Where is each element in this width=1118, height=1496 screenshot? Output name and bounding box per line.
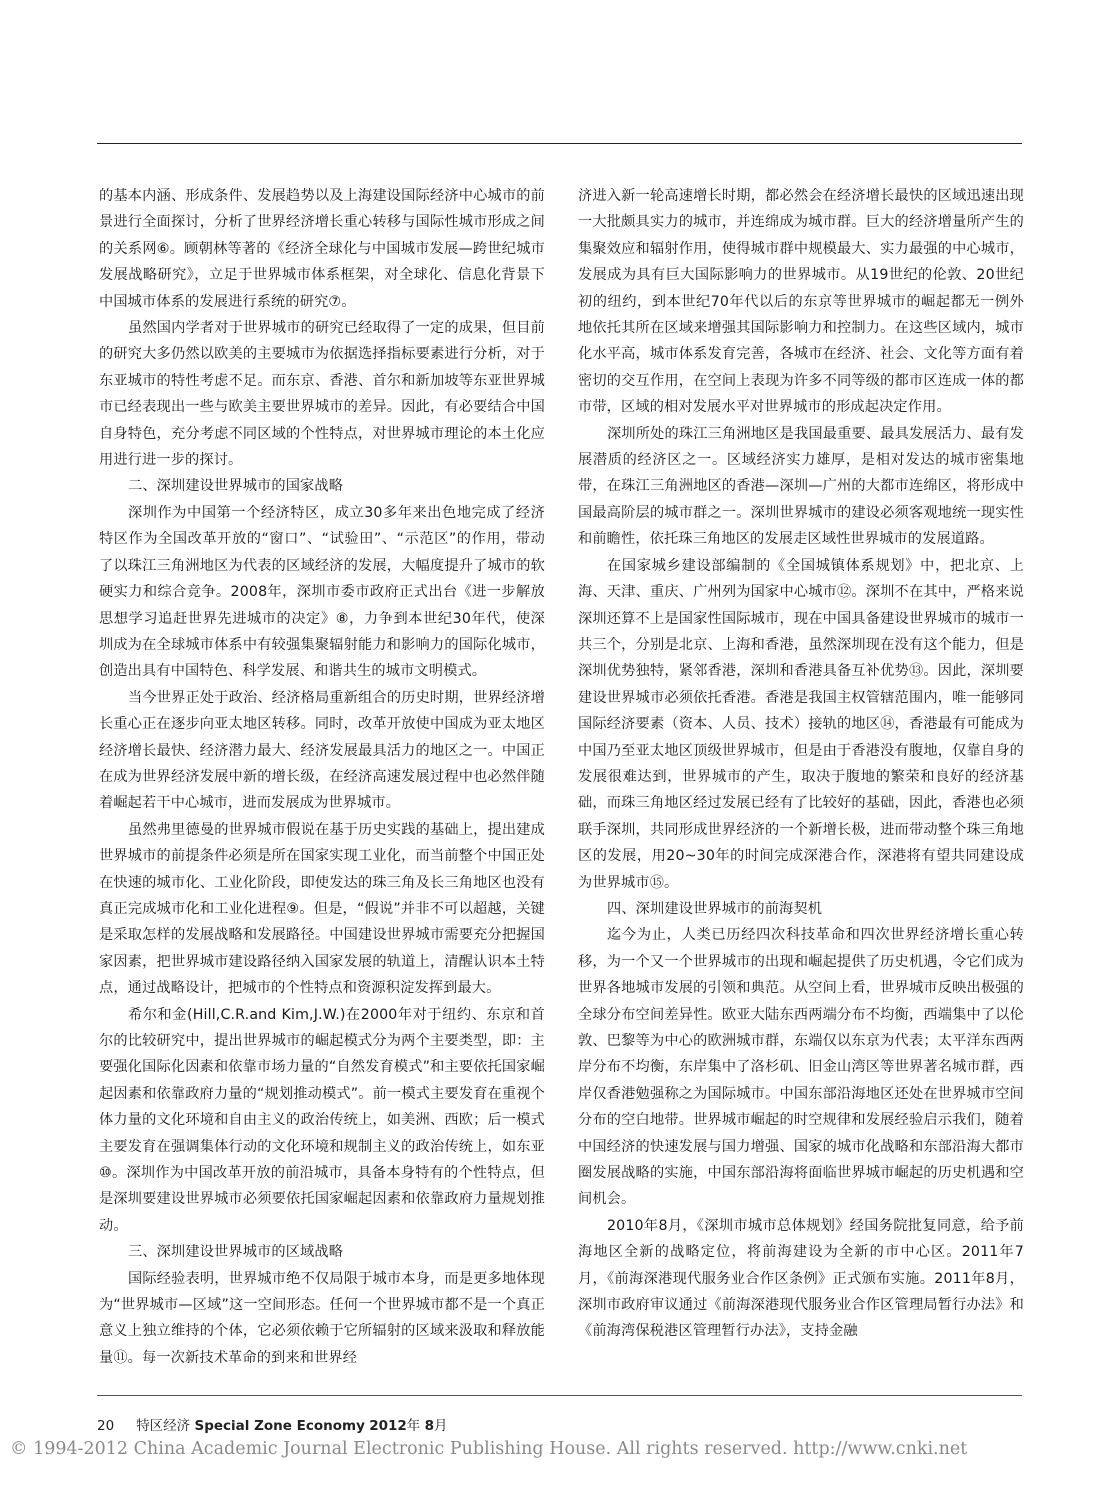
issue-year: 2012 [369,1418,407,1434]
issue-month-unit: 月 [433,1418,448,1434]
page-footer [97,1414,447,1434]
paragraph: 2010年8月，《深圳市城市总体规划》经国务院批复同意，给予前海地区全新的战略定位，将前海建设为全新的市中心区。2011年7月，《前海深港现代服务业合作区条例》正式颁布实施。2011年8月，深圳市政府审议通过《前海深港现代服务业合作区管理局暂行办法》和《前海湾保税港区管理暂行办法》，支持金融 [578,1217,1024,1340]
section-heading: 三、深圳建设世界城市的区域战略 [128,1244,344,1261]
journal-name-cn: 特区经济 [136,1418,191,1434]
journal-name-en: Special Zone Economy [194,1418,365,1434]
paragraph: 国际经验表明，世界城市绝不仅局限于城市本身，而是更多地体现为“世界城市—区域”这一空间形态。任何一个世界城市都不是一个真正意义上独立维持的个体，它必须依赖于它所辐射的区域来汲取和释放能量⑪。每一次新技术革命的到来和世界经 [99,1270,545,1366]
left-column [99,183,545,1371]
paragraph: 虽然弗里德曼的世界城市假说在基于历史实践的基础上，提出建成世界城市的前提条件必须是所在国家实现工业化，而当前整个中国正处在快速的城市化、工业化阶段，即使发达的珠三角及长三角地区也没有真正完成城市化和工业化进程⑨。但是，“假说”并非不可以超越，关键是采取怎样的发展战略和发展路径。中国建设世界城市需要充分把握国家因素，把世界城市建设路径纳入国家发展的轨道上，清醒认识本土特点，通过战略设计，把城市的个性特点和资源积淀发挥到最大。 [99,821,545,997]
section-heading: 四、深圳建设世界城市的前海契机 [607,900,823,917]
paragraph: 深圳作为中国第一个经济特区，成立30多年来出色地完成了经济特区作为全国改革开放的“窗口”、“试验田”、“示范区”的作用，带动了以珠江三角洲地区为代表的区域经济的发展，大幅度提升了城市的软硬实力和综合竞争。2008年，深圳市委市政府正式出台《进一步解放思想学习追赶世界先进城市的决定》⑧，力争到本世纪30年代，使深圳成为在全球城市体系中有较强集聚辐射能力和影响力的国际化城市，创造出具有中国特色、科学发展、和谐共生的城市文明模式。 [99,504,545,680]
issue-year-unit: 年 [406,1418,421,1434]
page-number: 20 [97,1418,115,1434]
right-column [578,183,1024,1345]
copyright-notice: © 1994-2012 China Academic Journal Electronic Publishing House. All rights reserved. http://www.cnki.net [10,1439,968,1459]
paragraph: 在国家城乡建设部编制的《全国城镇体系规划》中，把北京、上海、天津、重庆、广州列为国家中心城市⑫。深圳不在其中，严格来说深圳还算不上是国家性国际城市，现在中国具备建设世界城市的城市一共三个，分别是北京、上海和香港，虽然深圳现在没有这个能力，但是深圳优势独特，紧邻香港，深圳和香港具备互补优势⑬。因此，深圳要建设世界城市必须依托香港。香港是我国主权管辖范围内，唯一能够同国际经济要素（资本、人员、技术）接轨的地区⑭，香港最有可能成为中国乃至亚太地区顶级世界城市，但是由于香港没有腹地，仅靠自身的发展很难达到，世界城市的产生，取决于腹地的繁荣和良好的经济基础，而珠三角地区经过发展已经有了比较好的基础，因此，香港也必须联手深圳，共同形成世界经济的一个新增长极，进而带动整个珠三角地区的发展，用20~30年的时间完成深港合作，深港将有望共同建设成为世界城市⑮。 [578,557,1024,891]
paragraph: 深圳所处的珠江三角洲地区是我国最重要、最具发展活力、最有发展潜质的经济区之一。区域经济实力雄厚，是相对发达的城市密集地带，在珠江三角洲地区的香港—深圳—广州的大都市连绵区，将形成中国最高阶层的城市群之一。深圳世界城市的建设必须客观地统一现实性和前瞻性，依托珠三角地区的发展走区域性世界城市的发展道路。 [578,425,1024,548]
footer-rule [97,1395,1022,1396]
paragraph: 虽然国内学者对于世界城市的研究已经取得了一定的成果，但目前的研究大多仍然以欧美的主要城市为依据选择指标要素进行分析，对于东亚城市的特性考虑不足。而东京、香港、首尔和新加坡等东亚世界城市已经表现出一些与欧美主要世界城市的差异。因此，有必要结合中国自身特色，充分考虑不同区域的个性特点，对世界城市理论的本土化应用进行进一步的探讨。 [99,320,545,469]
issue-month: 8 [424,1418,434,1434]
header-rule [97,143,1022,144]
section-heading: 二、深圳建设世界城市的国家战略 [128,478,344,495]
paragraph: 当今世界正处于政治、经济格局重新组合的历史时期，世界经济增长重心正在逐步向亚太地区转移。同时，改革开放使中国成为亚太地区经济增长最快、经济潜力最大、经济发展最具活力的地区之一。中国正在成为世界经济发展中新的增长级，在经济高速发展过程中也必然伴随着崛起若干中心城市，进而发展成为世界城市。 [99,689,545,812]
paragraph: 济进入新一轮高速增长时期，都必然会在经济增长最快的区域迅速出现一大批颇具实力的城市，并连绵成为城市群。巨大的经济增量所产生的集聚效应和辐射作用，使得城市群中规模最大、实力最强的中心城市，发展成为具有巨大国际影响力的世界城市。从19世纪的伦敦、20世纪初的纽约，到本世纪70年代以后的东京等世界城市的崛起都无一例外地依托其所在区域来增强其国际影响力和控制力。在这些区域内，城市化水平高，城市体系发育完善，各城市在经济、社会、文化等方面有着密切的交互作用，在空间上表现为许多不同等级的都市区连成一体的都市带，区域的相对发展水平对世界城市的形成起决定作用。 [578,188,1024,416]
paragraph: 的基本内涵、形成条件、发展趋势以及上海建设国际经济中心城市的前景进行全面探讨，分析了世界经济增长重心转移与国际性城市形成之间的关系网⑥。顾朝林等著的《经济全球化与中国城市发展—跨世纪城市发展战略研究》，立足于世界城市体系框架，对全球化、信息化背景下中国城市体系的发展进行系统的研究⑦。 [99,188,545,310]
paragraph: 希尔和金(Hill,C.R.and Kim,J.W.)在2000年对于纽约、东京和首尔的比较研究中，提出世界城市的崛起模式分为两个主要类型，即：主要强化国际化因素和依靠市场力量的“自然发育模式”和主要依托国家崛起因素和依靠政府力量的“规划推动模式”。前一模式主要发育在重视个体力量的文化环境和自由主义的政治传统上，如美洲、西欧；后一模式主要发育在强调集体行动的文化环境和规制主义的政治传统上，如东亚⑩。深圳作为中国改革开放的前沿城市，具备本身特有的个性特点，但是深圳要建设世界城市必须要依托国家崛起因素和依靠政府力量规划推动。 [99,1006,545,1234]
paragraph: 迄今为止，人类已历经四次科技革命和四次世界经济增长重心转移，为一个又一个世界城市的出现和崛起提供了历史机遇，令它们成为世界各地城市发展的引领和典范。从空间上看，世界城市反映出极强的全球分布空间差异性。欧亚大陆东西两端分布不均衡，西端集中了以伦敦、巴黎等为中心的欧洲城市群，东端仅以东京为代表；太平洋东西两岸分布不均衡，东岸集中了洛杉矶、旧金山湾区等世界著名城市群，西岸仅香港勉强称之为国际城市。中国东部沿海地区还处在世界城市空间分布的空白地带。世界城市崛起的时空规律和发展经验启示我们，随着中国经济的快速发展与国力增强、国家的城市化战略和东部沿海大都市圈发展战略的实施，中国东部沿海将面临世界城市崛起的历史机遇和空间机会。 [578,927,1024,1208]
